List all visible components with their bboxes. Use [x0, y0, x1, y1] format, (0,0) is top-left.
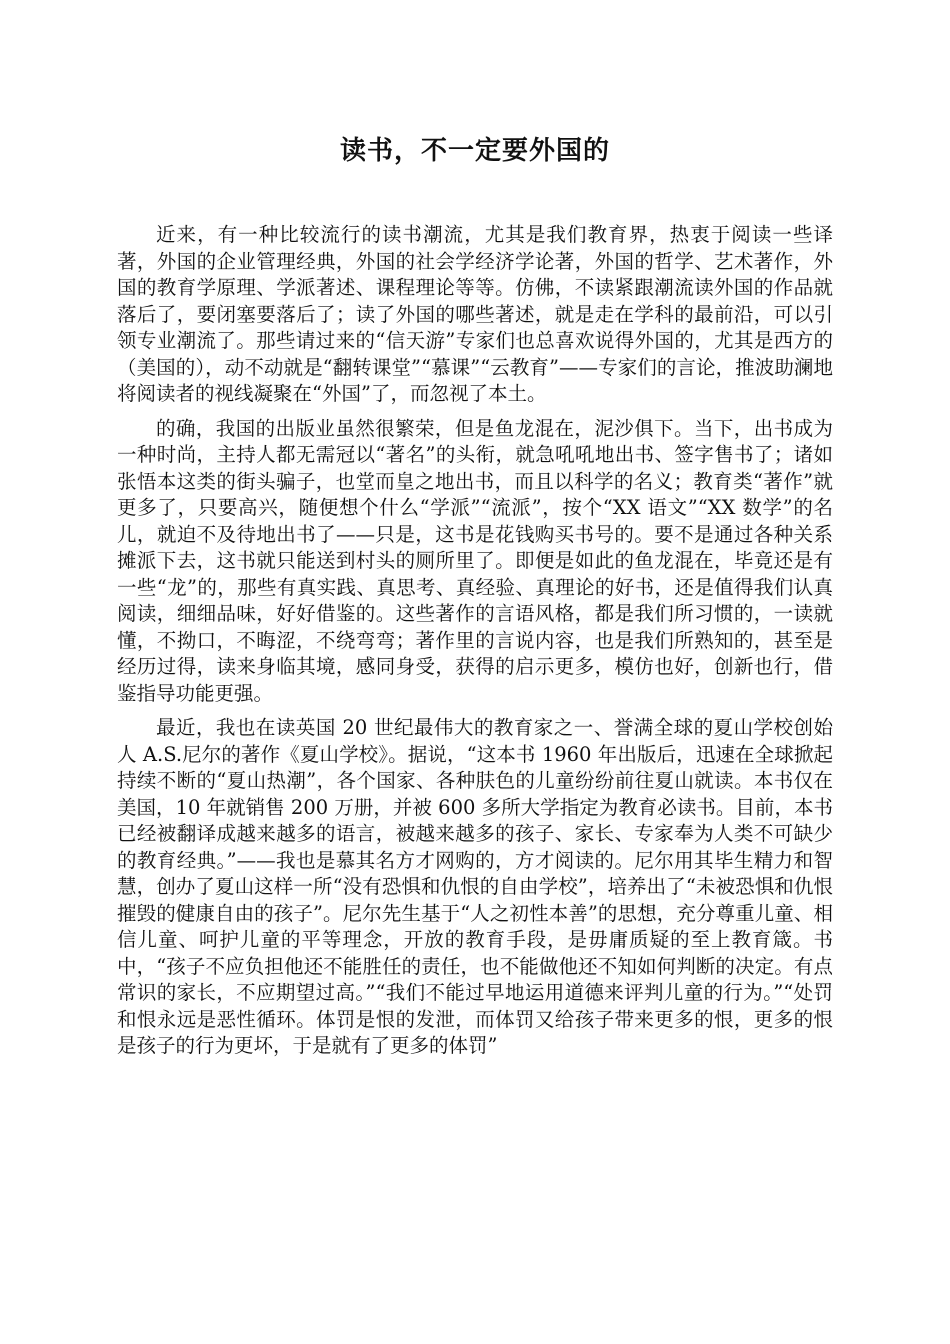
document-body [117, 222, 833, 1060]
paragraph-3: 最近，我也在读英国 20 世纪最伟大的教育家之一、誉满全球的夏山学校创始人 A.S.尼尔的著作《夏山学校》。据说，“这本书 1960 年出版后，迅速在全球掀起持续不断的“夏山热潮”，各个国家、各种肤色的儿童纷纷前往夏山就读。本书仅在美国，10 年就销售 200 万册，并被 600 多所大学指定为教育必读书。目前，本书已经被翻译成越来越多的语言，被越来越多的孩子、家长、专家奉为人类不可缺少的教育经典。”——我也是慕其名方才网购的，方才阅读的。尼尔用其毕生精力和智慧，创办了夏山这样一所“没有恐惧和仇恨的自由学校”，培养出了“未被恐惧和仇恨摧毁的健康自由的孩子”。尼尔先生基于“人之初性本善”的思想，充分尊重儿童、相信儿童、呵护儿童的平等理念，开放的教育手段，是毋庸质疑的至上教育箴。书中，“孩子不应负担他还不能胜任的责任，也不能做他还不知如何判断的决定。有点常识的家长，不应期望过高。”“我们不能过早地运用道德来评判儿童的行为。”“处罚和恨永远是恶性循环。体罚是恨的发泄，而体罚又给孩子带来更多的恨，更多的恨是孩子的行为更坏，于是就有了更多的体罚” [117, 716, 833, 1057]
paragraph-1: 近来，有一种比较流行的读书潮流，尤其是我们教育界，热衷于阅读一些译著，外国的企业管理经典，外国的社会学经济学论著，外国的哲学、艺术著作，外国的教育学原理、学派著述、课程理论等等。仿佛，不读紧跟潮流读外国的作品就落后了，要闭塞要落后了；读了外国的哪些著述，就是走在学科的最前沿，可以引领专业潮流了。那些请过来的“信天游”专家们也总喜欢说得外国的，尤其是西方的（美国的），动不动就是“翻转课堂”“慕课”“云教育”——专家们的言论，推波助澜地将阅读者的视线凝聚在“外国”了，而忽视了本土。 [117, 223, 833, 405]
document-title: 读书，不一定要外国的 [339, 136, 610, 166]
paragraph-2: 的确，我国的出版业虽然很繁荣，但是鱼龙混在，泥沙俱下。当下，出书成为一种时尚，主持人都无需冠以“著名”的头衔，就急吼吼地出书、签字售书了；诸如张悟本这类的街头骗子，也堂而皇之地出书，而且以科学的名义；教育类“著作”就更多了，只要高兴，随便想个什么“学派”“流派”，按个“XX 语文”“XX 数学”的名儿，就迫不及待地出书了——只是，这书是花钱购买书号的。要不是通过各种关系摊派下去，这书就只能送到村头的厕所里了。即便是如此的鱼龙混在，毕竟还是有一些“龙”的，那些有真实践、真思考、真经验、真理论的好书，还是值得我们认真阅读，细细品味，好好借鉴的。这些著作的言语风格，都是我们所习惯的，一读就懂，不拗口，不晦涩，不绕弯弯；著作里的言说内容，也是我们所熟知的，甚至是经历过得，读来身临其境，感同身受，获得的启示更多，模仿也好，创新也行，借鉴指导功能更强。 [117, 416, 833, 705]
